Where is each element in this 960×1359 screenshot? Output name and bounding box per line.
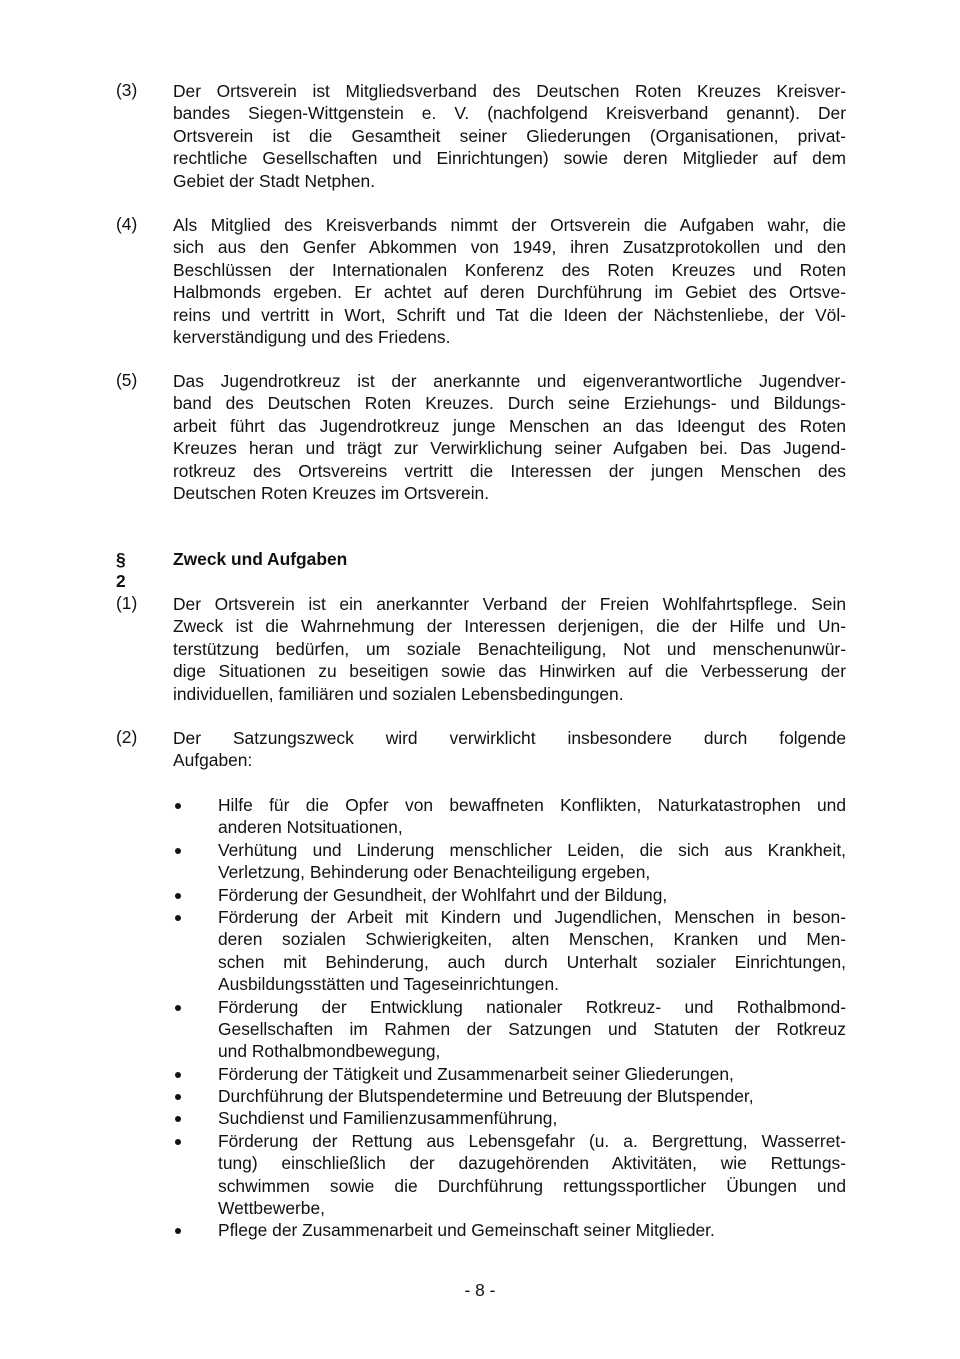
- text-line: Förderung der Tätigkeit und Zusammenarbeit seiner Gliederungen,: [218, 1063, 734, 1084]
- paragraph-body: [173, 370, 846, 504]
- list-item: [173, 1107, 846, 1129]
- text-line: reins und vertritt in Wort, Schrift und Tat die Ideen der Nächstenliebe, der Völ-: [173, 304, 846, 325]
- text-line: Verletzung, Behinderung oder Benachteiligung ergeben,: [218, 862, 651, 883]
- text-line: kerverständigung und des Friedens.: [173, 326, 451, 347]
- text-line: Förderung der Gesundheit, der Wohlfahrt und der Bildung,: [218, 884, 668, 905]
- text-line: tung) einschließlich der dazugehörenden Aktivitäten, wie Rettungs-: [218, 1153, 846, 1174]
- text-line: Pflege der Zusammenarbeit und Gemeinschaft seiner Mitglieder.: [218, 1220, 715, 1241]
- text-line: Wettbewerbe,: [218, 1198, 325, 1219]
- text-line: Beschlüssen der Internationalen Konferenz des Roten Kreuzes und Roten: [173, 259, 846, 280]
- text-line: Suchdienst und Familienzusammenführung,: [218, 1108, 558, 1129]
- list-item: [173, 1130, 846, 1220]
- text-line: sich aus den Genfer Abkommen von 1949, ihren Zusatzprotokollen und den: [173, 237, 846, 258]
- list-item: [173, 839, 846, 884]
- text-line: rechtliche Gesellschaften und Einrichtungen) sowie deren Mitglieder auf dem: [173, 148, 846, 169]
- text-line: Halbmonds ergeben. Er achtet auf deren Durchführung im Gebiet des Ortsve-: [173, 282, 846, 303]
- text-line: und Rothalbmondbewegung,: [218, 1041, 441, 1062]
- text-line: Der Satzungszweck wird verwirklicht insbesondere durch folgende: [173, 728, 846, 748]
- list-item: [173, 1219, 846, 1241]
- paragraph-body: [173, 727, 846, 772]
- bullet-icon: [173, 1063, 183, 1085]
- task-list: [173, 794, 846, 1242]
- section-title: Zweck und Aufgaben: [173, 549, 348, 569]
- paragraph-number: (4): [116, 214, 138, 234]
- bullet-icon: [173, 839, 183, 861]
- list-item: [173, 906, 846, 996]
- bullet-icon: [173, 1085, 183, 1107]
- bullet-icon: [173, 794, 183, 816]
- text-line: Ausbildungsstätten und Tageseinrichtungen.: [218, 974, 559, 995]
- text-line: Hilfe für die Opfer von bewaffneten Konflikten, Naturkatastrophen und: [218, 795, 846, 815]
- paragraph-body: [173, 214, 846, 348]
- text-line: band des Deutschen Roten Kreuzes. Durch seine Erziehungs- und Bildungs-: [173, 393, 846, 414]
- text-line: Verhütung und Linderung menschlicher Leiden, die sich aus Krankheit,: [218, 839, 846, 860]
- list-item: [173, 1085, 846, 1107]
- list-item: [173, 794, 846, 839]
- text-line: Gebiet der Stadt Netphen.: [173, 170, 376, 191]
- text-line: dige Situationen zu beseitigen sowie das Hinwirken auf die Verbesserung der: [173, 661, 846, 682]
- text-line: rotkreuz des Ortsvereins vertritt die Interessen der jungen Menschen des: [173, 460, 846, 481]
- text-line: Kreuzes heran und trägt zur Verwirklichung seiner Aufgaben bei. Das Jugend-: [173, 438, 846, 459]
- text-line: arbeit führt das Jugendrotkreuz junge Menschen an das Ideengut des Roten: [173, 415, 846, 436]
- text-line: Förderung der Arbeit mit Kindern und Jugendlichen, Menschen in beson-: [218, 906, 846, 927]
- text-line: Ortsverein ist die Gesamtheit seiner Gliederungen (Organisationen, privat-: [173, 125, 846, 146]
- bullet-icon: [173, 906, 183, 928]
- text-line: Förderung der Rettung aus Lebensgefahr (u. a. Bergrettung, Wasserret-: [218, 1130, 846, 1151]
- paragraph-body: [173, 593, 846, 705]
- section-number: § 2: [116, 549, 126, 591]
- text-line: Aufgaben:: [173, 750, 253, 771]
- text-line: Der Ortsverein ist ein anerkannter Verband der Freien Wohlfahrtspflege. Sein: [173, 594, 846, 614]
- paragraph-number: (1): [116, 593, 138, 613]
- text-line: Als Mitglied des Kreisverbands nimmt der Ortsverein die Aufgaben wahr, die: [173, 215, 846, 235]
- list-item: [173, 996, 846, 1063]
- text-line: Der Ortsverein ist Mitgliedsverband des Deutschen Roten Kreuzes Kreisver-: [173, 81, 846, 101]
- text-line: Deutschen Roten Kreuzes im Ortsverein.: [173, 482, 490, 503]
- text-line: Förderung der Entwicklung nationaler Rotkreuz- und Rothalbmond-: [218, 996, 846, 1017]
- paragraph-body: [173, 80, 846, 192]
- text-line: Durchführung der Blutspendetermine und Betreuung der Blutspender,: [218, 1086, 754, 1107]
- bullet-icon: [173, 884, 183, 906]
- text-line: deren sozialen Schwierigkeiten, alten Menschen, Kranken und Men-: [218, 929, 846, 950]
- text-line: Zweck ist die Wahrnehmung der Interessen derjenigen, die der Hilfe und Un-: [173, 616, 846, 637]
- text-line: Gesellschaften im Rahmen der Satzungen und Statuten der Rotkreuz: [218, 1018, 846, 1039]
- paragraph-number: (2): [116, 727, 138, 747]
- list-item: [173, 1063, 846, 1085]
- text-line: anderen Notsituationen,: [218, 817, 403, 838]
- text-line: bandes Siegen-Wittgenstein e. V. (nachfolgend Kreisverband genannt). Der: [173, 103, 846, 124]
- bullet-icon: [173, 1130, 183, 1152]
- list-item: [173, 884, 846, 906]
- paragraph-number: (5): [116, 370, 138, 390]
- page-number: - 8 -: [464, 1280, 496, 1300]
- text-line: Das Jugendrotkreuz ist der anerkannte und eigenverantwortliche Jugendver-: [173, 371, 846, 391]
- paragraph-number: (3): [116, 80, 138, 100]
- bullet-icon: [173, 1107, 183, 1129]
- text-line: terstützung bedürfen, um soziale Benachteiligung, Not und menschenunwür-: [173, 638, 846, 659]
- bullet-icon: [173, 1219, 183, 1241]
- bullet-icon: [173, 996, 183, 1018]
- text-line: individuellen, familiären und sozialen Lebensbedingungen.: [173, 683, 624, 704]
- text-line: schwimmen sowie die Durchführung rettungssportlicher Übungen und: [218, 1175, 846, 1196]
- text-line: schen mit Behinderung, auch durch Unterhalt sozialer Einrichtungen,: [218, 951, 846, 972]
